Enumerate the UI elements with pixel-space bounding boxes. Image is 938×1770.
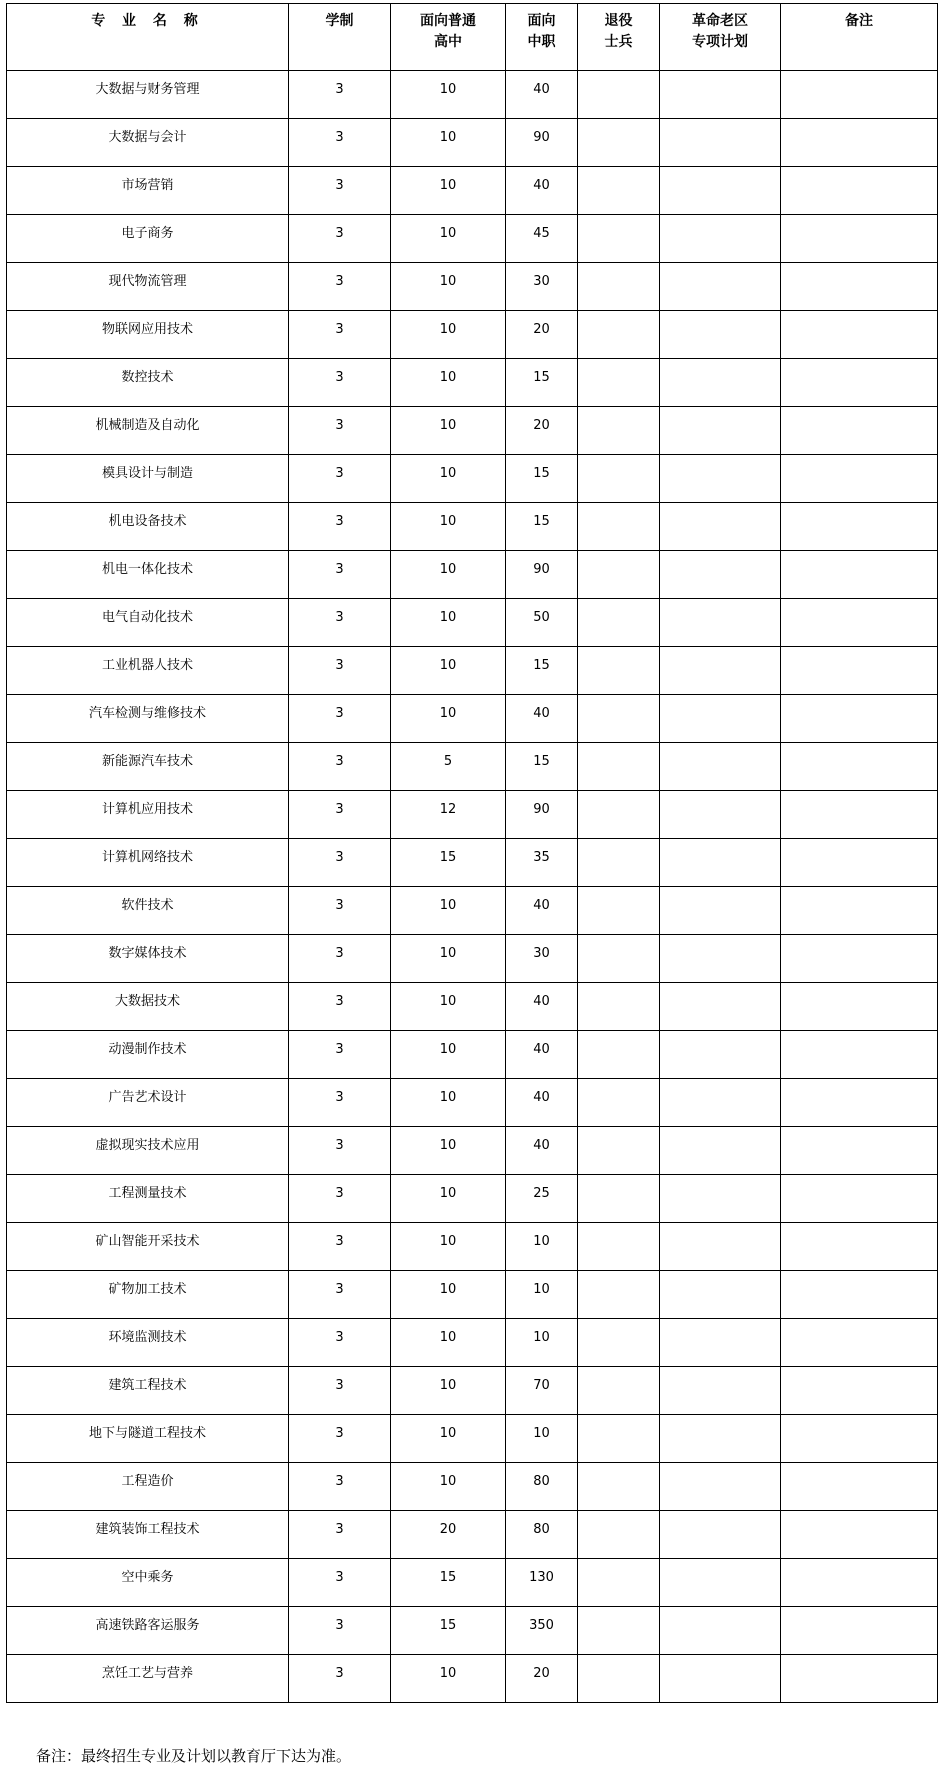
cell-vocational: 15 [506, 503, 578, 551]
cell-remarks [781, 839, 938, 887]
table-row [7, 695, 938, 743]
cell-remarks [781, 887, 938, 935]
cell-remarks [781, 1463, 938, 1511]
cell-general: 20 [391, 1511, 506, 1559]
cell-general: 10 [391, 1175, 506, 1223]
cell-veterans [578, 839, 660, 887]
cell-general: 10 [391, 503, 506, 551]
cell-remarks [781, 1607, 938, 1655]
table-row [7, 167, 938, 215]
cell-general: 10 [391, 1319, 506, 1367]
cell-years: 3 [289, 1415, 391, 1463]
cell-veterans [578, 71, 660, 119]
cell-general: 10 [391, 1655, 506, 1703]
cell-vocational: 10 [506, 1319, 578, 1367]
column-header-line: 面向 [527, 13, 556, 29]
cell-old-revolutionary [660, 599, 781, 647]
cell-old-revolutionary [660, 167, 781, 215]
cell-remarks [781, 263, 938, 311]
cell-remarks [781, 599, 938, 647]
cell-remarks [781, 71, 938, 119]
cell-general: 10 [391, 1223, 506, 1271]
table-row [7, 599, 938, 647]
table-row [7, 215, 938, 263]
column-header-remarks [781, 4, 938, 71]
cell-veterans [578, 1031, 660, 1079]
cell-old-revolutionary [660, 1223, 781, 1271]
cell-vocational: 40 [506, 1031, 578, 1079]
cell-veterans [578, 1415, 660, 1463]
cell-years: 3 [289, 1607, 391, 1655]
cell-major: 地下与隧道工程技术 [7, 1415, 289, 1463]
cell-major: 物联网应用技术 [7, 311, 289, 359]
cell-years: 3 [289, 1319, 391, 1367]
column-header-line: 学制 [325, 13, 354, 29]
header-row [7, 4, 938, 71]
cell-veterans [578, 167, 660, 215]
cell-veterans [578, 1223, 660, 1271]
cell-years: 3 [289, 1367, 391, 1415]
document-page [6, 3, 938, 1703]
cell-major: 建筑工程技术 [7, 1367, 289, 1415]
cell-remarks [781, 215, 938, 263]
cell-years: 3 [289, 1079, 391, 1127]
cell-years: 3 [289, 1559, 391, 1607]
cell-old-revolutionary [660, 839, 781, 887]
cell-veterans [578, 1127, 660, 1175]
cell-vocational: 30 [506, 263, 578, 311]
cell-veterans [578, 551, 660, 599]
cell-old-revolutionary [660, 1319, 781, 1367]
cell-major: 烹饪工艺与营养 [7, 1655, 289, 1703]
cell-major: 工程造价 [7, 1463, 289, 1511]
cell-years: 3 [289, 263, 391, 311]
cell-major: 汽车检测与维修技术 [7, 695, 289, 743]
cell-veterans [578, 983, 660, 1031]
cell-general: 10 [391, 551, 506, 599]
cell-old-revolutionary [660, 455, 781, 503]
cell-veterans [578, 263, 660, 311]
cell-years: 3 [289, 647, 391, 695]
column-header-line: 高中 [434, 34, 462, 50]
cell-remarks [781, 311, 938, 359]
cell-major: 高速铁路客运服务 [7, 1607, 289, 1655]
cell-veterans [578, 1463, 660, 1511]
cell-general: 15 [391, 839, 506, 887]
cell-general: 10 [391, 1079, 506, 1127]
cell-old-revolutionary [660, 1511, 781, 1559]
cell-major: 电子商务 [7, 215, 289, 263]
cell-old-revolutionary [660, 503, 781, 551]
cell-remarks [781, 983, 938, 1031]
table-row [7, 1319, 938, 1367]
cell-veterans [578, 1271, 660, 1319]
table-header [7, 4, 938, 71]
cell-old-revolutionary [660, 743, 781, 791]
cell-old-revolutionary [660, 119, 781, 167]
column-header-veterans [578, 4, 660, 71]
cell-remarks [781, 1415, 938, 1463]
cell-vocational: 10 [506, 1223, 578, 1271]
cell-general: 10 [391, 311, 506, 359]
cell-major: 动漫制作技术 [7, 1031, 289, 1079]
cell-remarks [781, 1175, 938, 1223]
column-header-line: 备注 [845, 13, 873, 29]
cell-years: 3 [289, 167, 391, 215]
cell-years: 3 [289, 455, 391, 503]
cell-veterans [578, 215, 660, 263]
cell-old-revolutionary [660, 263, 781, 311]
column-header-major [7, 4, 289, 71]
cell-general: 10 [391, 1367, 506, 1415]
cell-remarks [781, 167, 938, 215]
cell-old-revolutionary [660, 1367, 781, 1415]
cell-general: 10 [391, 1127, 506, 1175]
cell-vocational: 15 [506, 743, 578, 791]
cell-major: 大数据技术 [7, 983, 289, 1031]
cell-remarks [781, 1127, 938, 1175]
cell-vocational: 15 [506, 359, 578, 407]
cell-remarks [781, 359, 938, 407]
cell-years: 3 [289, 935, 391, 983]
cell-old-revolutionary [660, 791, 781, 839]
column-header-line: 面向普通 [420, 13, 476, 29]
table-row [7, 1223, 938, 1271]
cell-old-revolutionary [660, 887, 781, 935]
cell-veterans [578, 1655, 660, 1703]
cell-general: 10 [391, 647, 506, 695]
cell-years: 3 [289, 695, 391, 743]
cell-years: 3 [289, 1463, 391, 1511]
table-row [7, 1031, 938, 1079]
cell-general: 10 [391, 407, 506, 455]
cell-major: 大数据与财务管理 [7, 71, 289, 119]
cell-years: 3 [289, 1031, 391, 1079]
cell-remarks [781, 1559, 938, 1607]
cell-veterans [578, 1175, 660, 1223]
cell-vocational: 90 [506, 551, 578, 599]
cell-old-revolutionary [660, 1559, 781, 1607]
cell-years: 3 [289, 1223, 391, 1271]
column-header-line: 中职 [527, 34, 556, 50]
cell-vocational: 10 [506, 1271, 578, 1319]
cell-old-revolutionary [660, 215, 781, 263]
cell-vocational: 40 [506, 887, 578, 935]
column-header-line: 革命老区 [692, 13, 748, 29]
cell-remarks [781, 1031, 938, 1079]
cell-remarks [781, 407, 938, 455]
table-row [7, 407, 938, 455]
cell-vocational: 20 [506, 407, 578, 455]
cell-years: 3 [289, 743, 391, 791]
cell-old-revolutionary [660, 1607, 781, 1655]
table-row [7, 887, 938, 935]
cell-veterans [578, 1511, 660, 1559]
cell-old-revolutionary [660, 1415, 781, 1463]
table-row [7, 455, 938, 503]
column-header-line: 专 业 名 称 [91, 13, 204, 29]
cell-veterans [578, 887, 660, 935]
cell-major: 软件技术 [7, 887, 289, 935]
table-row [7, 503, 938, 551]
cell-veterans [578, 1559, 660, 1607]
cell-veterans [578, 455, 660, 503]
column-header-line: 退役 [604, 13, 633, 29]
cell-vocational: 40 [506, 71, 578, 119]
cell-veterans [578, 743, 660, 791]
cell-old-revolutionary [660, 1079, 781, 1127]
cell-major: 矿物加工技术 [7, 1271, 289, 1319]
cell-general: 10 [391, 935, 506, 983]
cell-general: 10 [391, 71, 506, 119]
cell-years: 3 [289, 887, 391, 935]
cell-vocational: 350 [506, 1607, 578, 1655]
cell-years: 3 [289, 1655, 391, 1703]
cell-old-revolutionary [660, 983, 781, 1031]
table-row [7, 1463, 938, 1511]
cell-veterans [578, 311, 660, 359]
cell-veterans [578, 407, 660, 455]
column-header-general [391, 4, 506, 71]
cell-general: 10 [391, 215, 506, 263]
cell-general: 15 [391, 1607, 506, 1655]
table-row [7, 1271, 938, 1319]
table-row [7, 743, 938, 791]
cell-general: 15 [391, 1559, 506, 1607]
cell-remarks [781, 455, 938, 503]
cell-years: 3 [289, 599, 391, 647]
cell-old-revolutionary [660, 1127, 781, 1175]
cell-remarks [781, 647, 938, 695]
column-header-vocational [506, 4, 578, 71]
table-row [7, 311, 938, 359]
cell-major: 工程测量技术 [7, 1175, 289, 1223]
cell-general: 10 [391, 1463, 506, 1511]
table-row [7, 1175, 938, 1223]
cell-old-revolutionary [660, 551, 781, 599]
cell-remarks [781, 1655, 938, 1703]
cell-vocational: 15 [506, 455, 578, 503]
cell-years: 3 [289, 359, 391, 407]
cell-vocational: 90 [506, 791, 578, 839]
cell-vocational: 40 [506, 1127, 578, 1175]
cell-major: 环境监测技术 [7, 1319, 289, 1367]
cell-general: 10 [391, 1031, 506, 1079]
cell-years: 3 [289, 311, 391, 359]
cell-veterans [578, 935, 660, 983]
cell-veterans [578, 1367, 660, 1415]
cell-old-revolutionary [660, 311, 781, 359]
cell-old-revolutionary [660, 647, 781, 695]
cell-major: 建筑装饰工程技术 [7, 1511, 289, 1559]
cell-major: 模具设计与制造 [7, 455, 289, 503]
cell-general: 10 [391, 983, 506, 1031]
column-header-line: 士兵 [604, 34, 633, 50]
table-row [7, 1559, 938, 1607]
cell-general: 10 [391, 263, 506, 311]
cell-major: 矿山智能开采技术 [7, 1223, 289, 1271]
cell-veterans [578, 1607, 660, 1655]
cell-vocational: 35 [506, 839, 578, 887]
cell-remarks [781, 1511, 938, 1559]
cell-major: 广告艺术设计 [7, 1079, 289, 1127]
cell-years: 3 [289, 551, 391, 599]
cell-vocational: 80 [506, 1463, 578, 1511]
cell-years: 3 [289, 71, 391, 119]
cell-major: 大数据与会计 [7, 119, 289, 167]
table-row [7, 551, 938, 599]
cell-remarks [781, 1079, 938, 1127]
cell-general: 10 [391, 455, 506, 503]
cell-general: 10 [391, 599, 506, 647]
cell-major: 机电设备技术 [7, 503, 289, 551]
cell-major: 计算机网络技术 [7, 839, 289, 887]
cell-old-revolutionary [660, 1655, 781, 1703]
cell-veterans [578, 647, 660, 695]
cell-remarks [781, 935, 938, 983]
cell-vocational: 90 [506, 119, 578, 167]
cell-remarks [781, 743, 938, 791]
cell-remarks [781, 119, 938, 167]
cell-vocational: 45 [506, 215, 578, 263]
cell-major: 现代物流管理 [7, 263, 289, 311]
column-header-years [289, 4, 391, 71]
cell-years: 3 [289, 1511, 391, 1559]
cell-general: 12 [391, 791, 506, 839]
cell-vocational: 10 [506, 1415, 578, 1463]
cell-veterans [578, 791, 660, 839]
cell-remarks [781, 551, 938, 599]
enrollment-plan-table [6, 3, 938, 1703]
cell-general: 10 [391, 119, 506, 167]
cell-general: 10 [391, 695, 506, 743]
cell-old-revolutionary [660, 1031, 781, 1079]
cell-veterans [578, 359, 660, 407]
cell-vocational: 25 [506, 1175, 578, 1223]
table-row [7, 71, 938, 119]
table-row [7, 647, 938, 695]
table-row [7, 1607, 938, 1655]
table-row [7, 935, 938, 983]
cell-years: 3 [289, 215, 391, 263]
cell-major: 数控技术 [7, 359, 289, 407]
cell-old-revolutionary [660, 935, 781, 983]
cell-years: 3 [289, 407, 391, 455]
table-row [7, 263, 938, 311]
cell-vocational: 40 [506, 167, 578, 215]
cell-general: 10 [391, 887, 506, 935]
cell-remarks [781, 1223, 938, 1271]
cell-veterans [578, 1079, 660, 1127]
cell-vocational: 30 [506, 935, 578, 983]
cell-major: 计算机应用技术 [7, 791, 289, 839]
table-row [7, 791, 938, 839]
cell-general: 10 [391, 167, 506, 215]
cell-vocational: 130 [506, 1559, 578, 1607]
cell-remarks [781, 503, 938, 551]
cell-vocational: 20 [506, 1655, 578, 1703]
cell-vocational: 40 [506, 695, 578, 743]
table-body [7, 71, 938, 1703]
cell-major: 数字媒体技术 [7, 935, 289, 983]
table-row [7, 1655, 938, 1703]
table-row [7, 1367, 938, 1415]
footnote: 备注：最终招生专业及计划以教育厅下达为准。 [36, 1747, 352, 1765]
column-header-old-revolutionary [660, 4, 781, 71]
cell-remarks [781, 1367, 938, 1415]
cell-major: 市场营销 [7, 167, 289, 215]
table-row [7, 359, 938, 407]
cell-major: 空中乘务 [7, 1559, 289, 1607]
cell-veterans [578, 695, 660, 743]
column-header-line: 专项计划 [692, 34, 748, 50]
cell-years: 3 [289, 791, 391, 839]
cell-general: 10 [391, 1271, 506, 1319]
cell-vocational: 20 [506, 311, 578, 359]
cell-vocational: 40 [506, 983, 578, 1031]
cell-old-revolutionary [660, 407, 781, 455]
cell-years: 3 [289, 839, 391, 887]
cell-years: 3 [289, 119, 391, 167]
cell-veterans [578, 1319, 660, 1367]
table-row [7, 119, 938, 167]
cell-old-revolutionary [660, 695, 781, 743]
table-row [7, 1511, 938, 1559]
cell-major: 工业机器人技术 [7, 647, 289, 695]
cell-remarks [781, 1271, 938, 1319]
cell-general: 10 [391, 1415, 506, 1463]
cell-years: 3 [289, 1127, 391, 1175]
cell-remarks [781, 1319, 938, 1367]
cell-years: 3 [289, 983, 391, 1031]
table-row [7, 983, 938, 1031]
cell-vocational: 50 [506, 599, 578, 647]
cell-years: 3 [289, 503, 391, 551]
table-row [7, 839, 938, 887]
cell-old-revolutionary [660, 1463, 781, 1511]
cell-remarks [781, 695, 938, 743]
cell-veterans [578, 503, 660, 551]
cell-vocational: 70 [506, 1367, 578, 1415]
cell-major: 机电一体化技术 [7, 551, 289, 599]
cell-veterans [578, 119, 660, 167]
cell-old-revolutionary [660, 1175, 781, 1223]
cell-major: 电气自动化技术 [7, 599, 289, 647]
cell-years: 3 [289, 1271, 391, 1319]
cell-major: 虚拟现实技术应用 [7, 1127, 289, 1175]
cell-veterans [578, 599, 660, 647]
cell-vocational: 80 [506, 1511, 578, 1559]
cell-old-revolutionary [660, 1271, 781, 1319]
cell-major: 机械制造及自动化 [7, 407, 289, 455]
table-row [7, 1415, 938, 1463]
cell-remarks [781, 791, 938, 839]
cell-general: 10 [391, 359, 506, 407]
cell-years: 3 [289, 1175, 391, 1223]
cell-major: 新能源汽车技术 [7, 743, 289, 791]
cell-vocational: 15 [506, 647, 578, 695]
table-row [7, 1127, 938, 1175]
cell-old-revolutionary [660, 71, 781, 119]
cell-general: 5 [391, 743, 506, 791]
cell-old-revolutionary [660, 359, 781, 407]
table-row [7, 1079, 938, 1127]
cell-vocational: 40 [506, 1079, 578, 1127]
